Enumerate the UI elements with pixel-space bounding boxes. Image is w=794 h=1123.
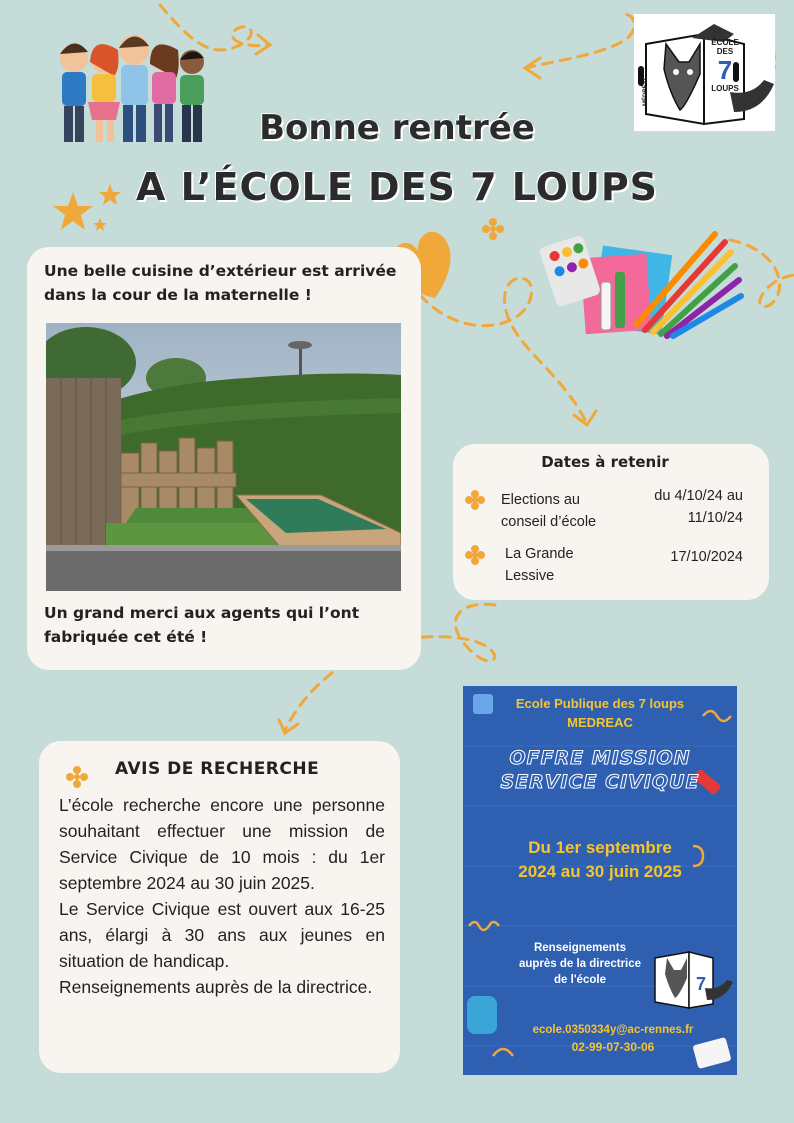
logo-text-ecole: ÉCOLE [711, 38, 739, 47]
avis-paragraph: Le Service Civique est ouvert aux 16-25 ans, élargi à 30 ans aux jeunes en situation de handicap. [59, 899, 385, 971]
avis-body [59, 792, 385, 1000]
title-line-1: Bonne rentrée [259, 108, 535, 148]
avis-paragraph: Renseignements auprès de la directrice. [59, 977, 373, 997]
poster-email: ecole.0350334y@ac-rennes.fr [532, 1024, 694, 1036]
kitchen-photo [46, 323, 401, 591]
date-item-value: du 4/10/24 au 11/10/24 [654, 488, 743, 526]
poster-phone: 02-99-07-30-06 [571, 1040, 655, 1054]
kitchen-caption-top: Une belle cuisine d’extérieur est arrivée dans la cour de la maternelle ! [44, 262, 397, 304]
flower-icon [482, 218, 504, 240]
date-item-value: 17/10/2024 [670, 549, 743, 565]
bullet-flower-icon [465, 545, 485, 565]
svg-text:7: 7 [695, 974, 707, 994]
logo-text-loups: LOUPS [711, 84, 739, 93]
poster-school: Ecole Publique des 7 loups MEDREAC [515, 696, 685, 730]
art-supplies-illustration [535, 212, 745, 342]
kitchen-caption-bottom: Un grand merci aux agents qui l’ont fabriquée cet été ! [44, 604, 360, 646]
poster-period: Du 1er septembre 2024 au 30 juin 2025 [518, 838, 682, 881]
title-line-2: A L’ÉCOLE DES 7 LOUPS [135, 165, 659, 209]
logo-text-des: DES [716, 47, 734, 56]
avis-paragraph: L’école recherche encore une personne souhaitant effectuer une mission de Service Civique de 10 mois : du 1er septembre 2024 au 30 juin 2025. [59, 795, 385, 893]
bullet-flower-icon [465, 490, 485, 510]
service-civique-poster [463, 686, 737, 1075]
logo-text-side: MÉDRÉAC [643, 75, 649, 106]
poster-offer: OFFRE MISSION SERVICE CIVIQUE [500, 747, 700, 793]
date-item-label: Elections au conseil d’école [501, 492, 597, 530]
date-item-label: La Grande Lessive [505, 546, 574, 584]
poster-wolf-logo-icon [649, 942, 733, 1014]
poster-info: Renseignements auprès de la directrice de l'école [518, 942, 642, 986]
avis-title: AVIS DE RECHERCHE [115, 759, 320, 779]
bullet-flower-icon [66, 766, 88, 788]
dates-title: Dates à retenir [541, 453, 669, 471]
logo-text-7: 7 [717, 55, 733, 85]
stars-icon [48, 182, 128, 242]
